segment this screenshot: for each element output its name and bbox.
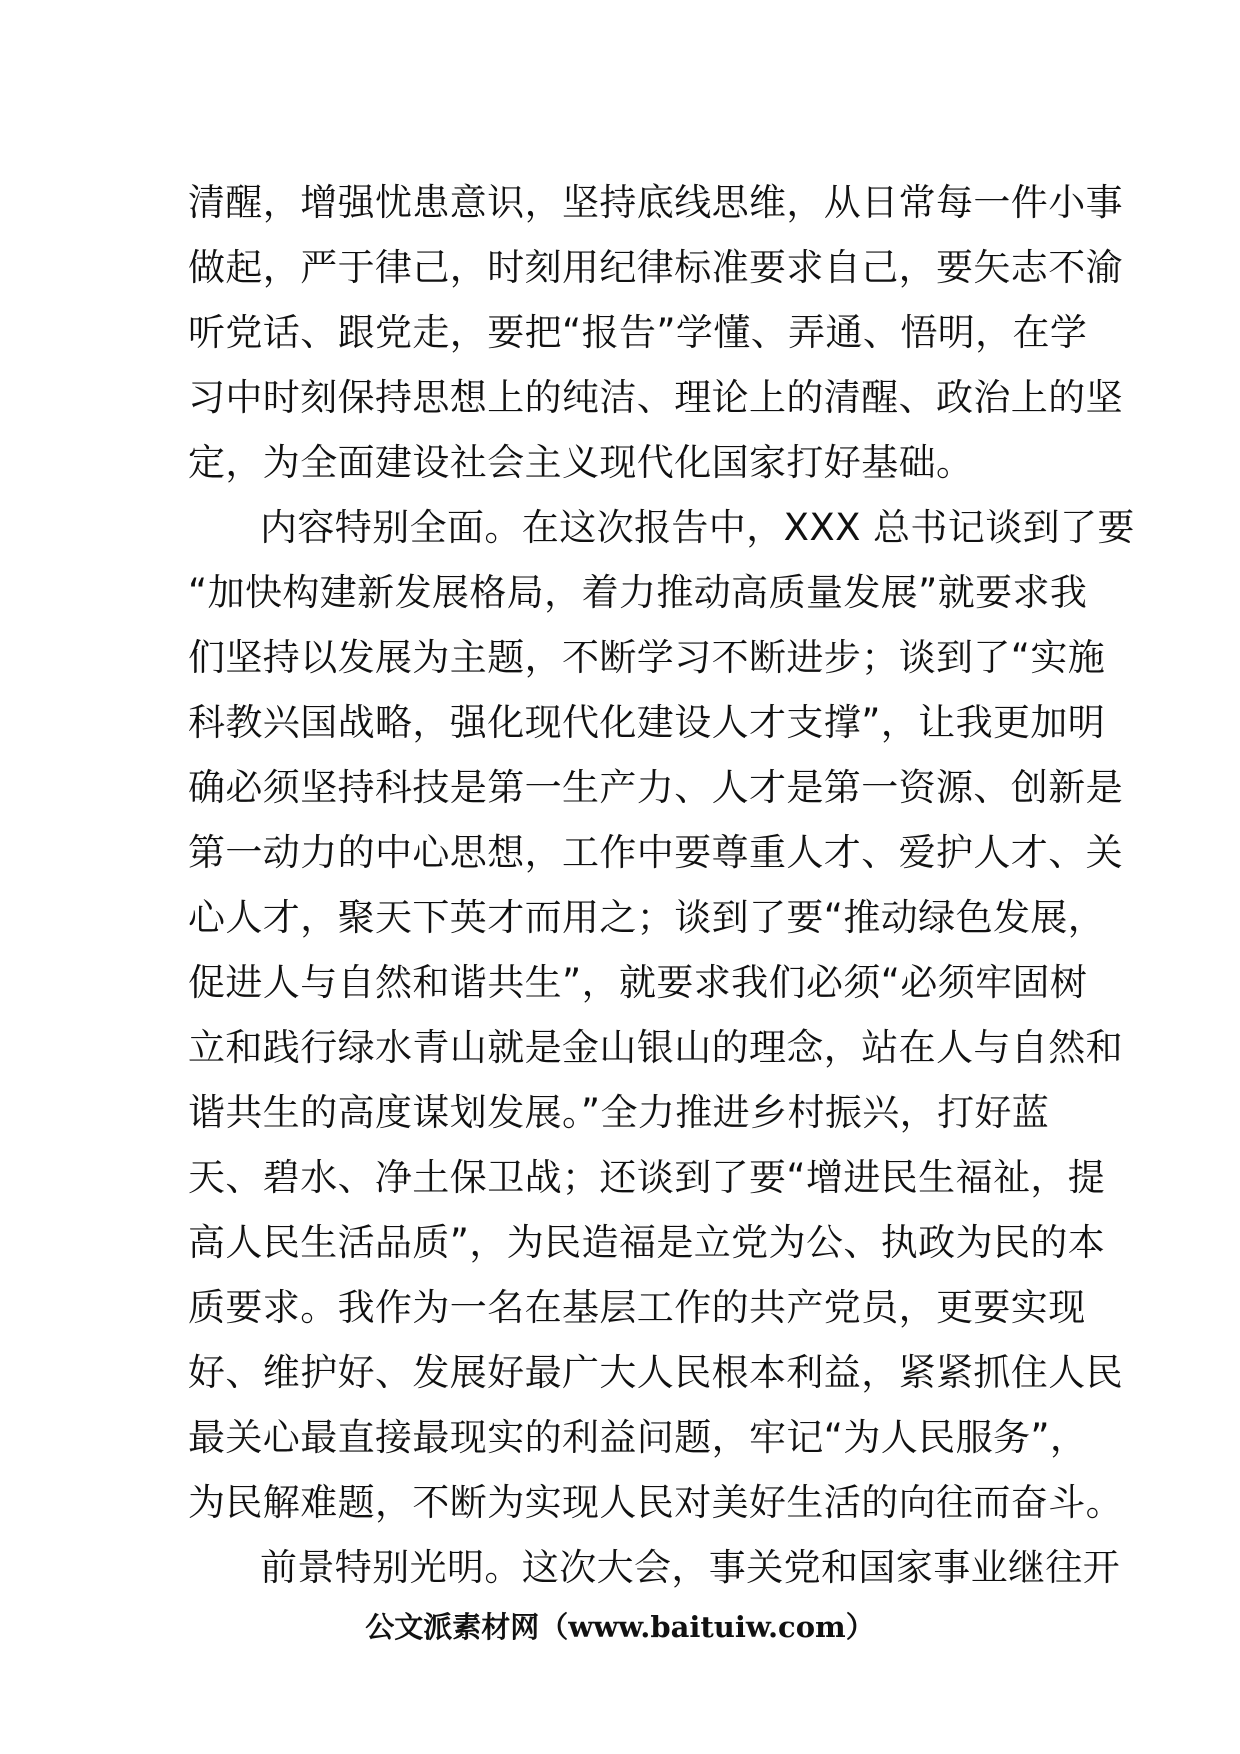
paragraph-line: 们坚持以发展为主题，不断学习不断进步；谈到了“实施 <box>188 636 1106 679</box>
paragraph-line: 听党话、跟党走，要把“报告”学懂、弄通、悟明，在学 <box>188 311 1088 354</box>
paragraph-line: “加快构建新发展格局，着力推动高质量发展”就要求我 <box>188 571 1088 614</box>
paragraph-line: 确必须坚持科技是第一生产力、人才是第一资源、创新是 <box>188 766 1123 809</box>
paragraph-line: 定，为全面建设社会主义现代化国家打好基础。 <box>188 441 974 484</box>
paragraph-line: 前景特别光明。这次大会，事关党和国家事业继往开 <box>260 1546 1121 1589</box>
paragraph-line: 清醒，增强忧患意识，坚持底线思维，从日常每一件小事 <box>188 181 1123 224</box>
paragraph-line: 好、维护好、发展好最广大人民根本利益，紧紧抓住人民 <box>188 1351 1123 1394</box>
paragraph-line: 习中时刻保持思想上的纯洁、理论上的清醒、政治上的坚 <box>188 376 1123 419</box>
paragraph <box>188 170 1123 495</box>
paragraph-line: 质要求。我作为一名在基层工作的共产党员，更要实现 <box>188 1286 1086 1329</box>
footer-watermark: 公文派素材网（www.baituiw.com） <box>365 1610 875 1644</box>
paragraph-line: 高人民生活品质”，为民造福是立党为公、执政为民的本 <box>188 1221 1106 1264</box>
paragraph-line: 谐共生的高度谋划发展。”全力推进乡村振兴，打好蓝 <box>188 1091 1050 1134</box>
paragraph-line: 促进人与自然和谐共生”，就要求我们必须“必须牢固树 <box>188 961 1088 1004</box>
paragraph-line: 心人才，聚天下英才而用之；谈到了要“推动绿色发展， <box>188 896 1106 939</box>
paragraph-line: 为民解难题，不断为实现人民对美好生活的向往而奋斗。 <box>188 1481 1123 1524</box>
paragraph-line: 最关心最直接最现实的利益问题，牢记“为人民服务”， <box>188 1416 1088 1459</box>
paragraph-line: 内容特别全面。在这次报告中，XXX 总书记谈到了要 <box>260 506 1135 549</box>
document-body <box>188 170 1135 1600</box>
paragraph <box>188 1535 1121 1600</box>
paragraph-line: 立和践行绿水青山就是金山银山的理念，站在人与自然和 <box>188 1026 1123 1069</box>
paragraph <box>188 495 1135 1535</box>
paragraph-line: 做起，严于律己，时刻用纪律标准要求自己，要矢志不渝 <box>188 246 1123 289</box>
paragraph-line: 天、碧水、净土保卫战；还谈到了要“增进民生福祉，提 <box>188 1156 1106 1199</box>
paragraph-line: 第一动力的中心思想，工作中要尊重人才、爱护人才、关 <box>188 831 1123 874</box>
paragraph-line: 科教兴国战略，强化现代化建设人才支撑”，让我更加明 <box>188 701 1106 744</box>
